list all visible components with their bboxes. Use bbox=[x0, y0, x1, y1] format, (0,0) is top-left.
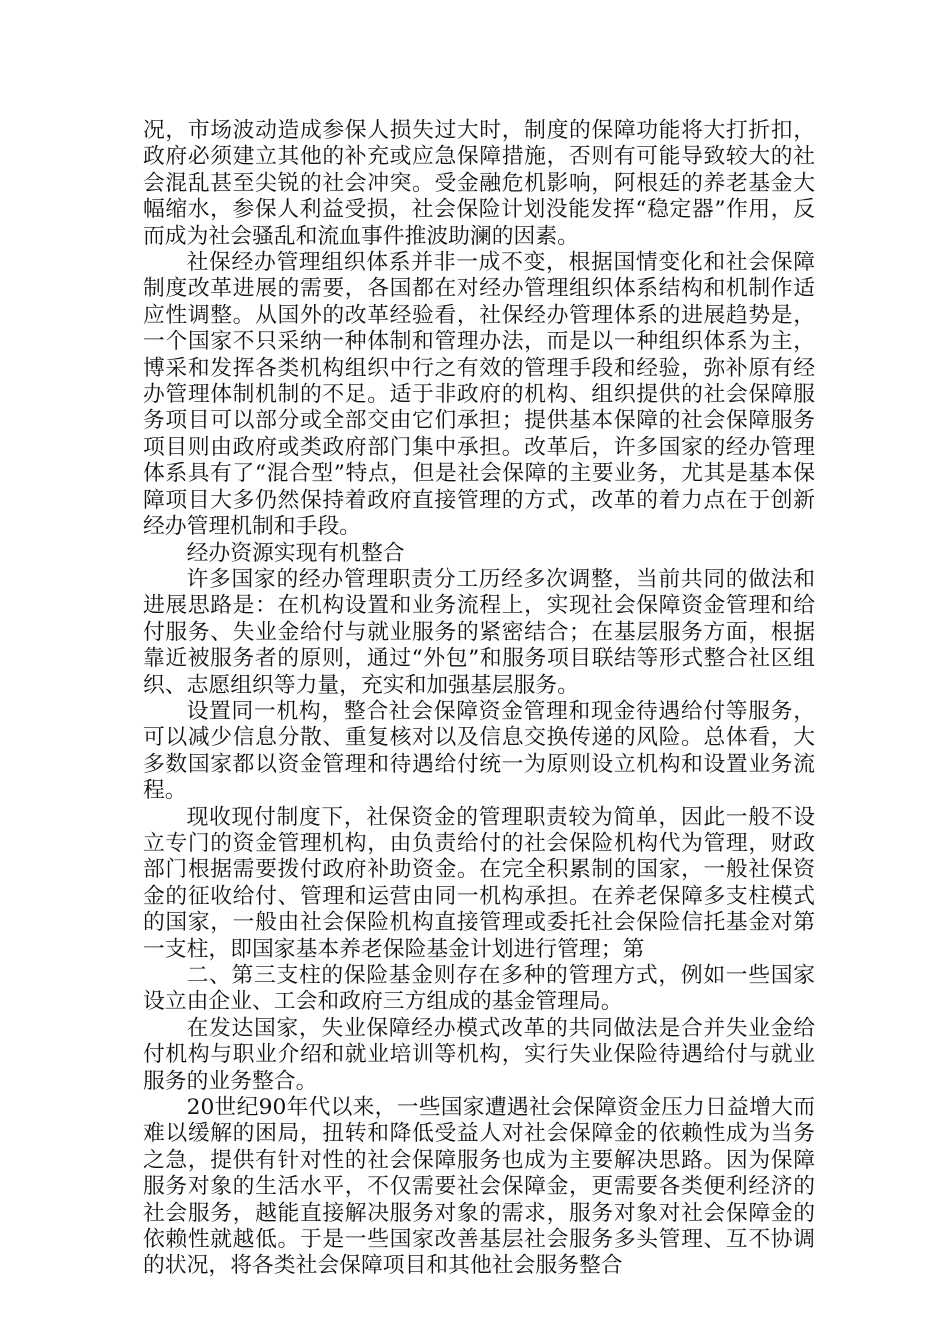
section-heading: 经办资源实现有机整合 bbox=[186, 540, 405, 566]
paragraph: 二、第三支柱的保险基金则存在多种的管理方式，例如一些国家设立由企业、工会和政府三方组成的基金管理局。 bbox=[143, 963, 815, 1015]
paragraph: 设置同一机构，整合社会保障资金管理和现金待遇给付等服务，可以减少信息分散、重复核对以及信息交换传递的风险。总体看，大多数国家都以资金管理和待遇给付统一为原则设立机构和设置业务流程。 bbox=[143, 698, 815, 804]
paragraph: 社保经办管理组织体系并非一成不变，根据国情变化和社会保障制度改革进展的需要，各国都在对经办管理组织体系结构和机制作适应性调整。从国外的改革经验看，社保经办管理体系的进展趋势是，一个国家不只采纳一种体制和管理办法，而是以一种组织体系为主，博采和发挥各类机构组织中行之有效的管理手段和经验，弥补原有经办管理体制机制的不足。适于非政府的机构、组织提供的社会保障服务项目可以部分或全部交由它们承担；提供基本保障的社会保障服务项目则由政府或类政府部门集中承担。改革后，许多国家的经办管理体系具有了“混合型”特点，但是社会保障的主要业务，尤其是基本保障项目大多仍然保持着政府直接管理的方式，改革的着力点在于创新经办管理机制和手段。 bbox=[143, 250, 815, 540]
paragraph-continuation: 况，市场波动造成参保人损失过大时，制度的保障功能将大打折扣，政府必须建立其他的补充或应急保障措施，否则有可能导致较大的社会混乱甚至尖锐的社会冲突。受金融危机影响，阿根廷的养老基金大幅缩水，参保人利益受损，社会保险计划没能发挥“稳定器”作用，反而成为社会骚乱和流血事件推波助澜的因素。 bbox=[143, 118, 815, 249]
paragraph: 20世纪90年代以来，一些国家遭遇社会保障资金压力日益增大而难以缓解的困局，扭转和降低受益人对社会保障金的依赖性成为当务之急，提供有针对性的社会保障服务也成为主要解决思路。因为保障服务对象的生活水平，不仅需要社会保障金，更需要各类便利经济的社会服务，越能直接解决服务对象的需求，服务对象对社会保障金的依赖性就越低。于是一些国家改善基层社会服务多头管理、互不协调的状况，将各类社会保障项目和其他社会服务整合 bbox=[143, 1095, 815, 1279]
paragraph: 现收现付制度下，社保资金的管理职责较为简单，因此一般不设立专门的资金管理机构，由负责给付的社会保险机构代为管理，财政部门根据需要拨付政府补助资金。在完全积累制的国家，一般社保资金的征收给付、管理和运营由同一机构承担。在养老保障多支柱模式的国家，一般由社会保险机构直接管理或委托社会保险信托基金对第一支柱，即国家基本养老保险基金计划进行管理；第 bbox=[143, 804, 815, 962]
paragraph: 在发达国家，失业保障经办模式改革的共同做法是合并失业金给付机构与职业介绍和就业培训等机构，实行失业保险待遇给付与就业服务的业务整合。 bbox=[143, 1015, 815, 1094]
paragraph: 许多国家的经办管理职责分工历经多次调整，当前共同的做法和进展思路是：在机构设置和业务流程上，实现社会保障资金管理和给付服务、失业金给付与就业服务的紧密结合；在基层服务方面，根据靠近被服务者的原则，通过“外包”和服务项目联结等形式整合社区组织、志愿组织等力量，充实和加强基层服务。 bbox=[143, 566, 815, 698]
document-body bbox=[143, 118, 815, 1280]
